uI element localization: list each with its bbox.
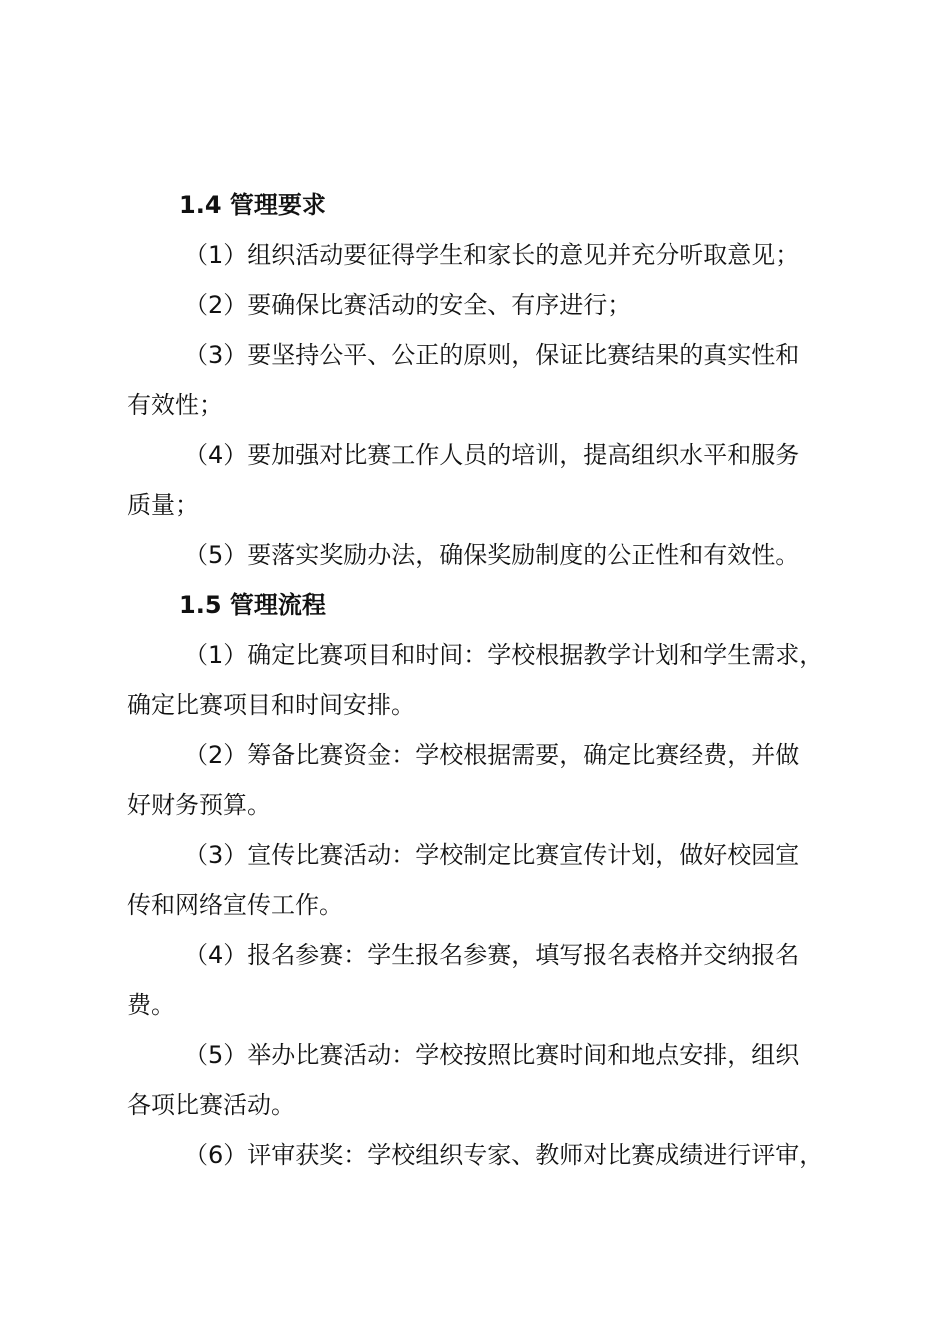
list-item bbox=[127, 930, 837, 1030]
paragraph-line: （1）组织活动要征得学生和家长的意见并充分听取意见； bbox=[184, 241, 800, 269]
paragraph-line: 质量； bbox=[127, 491, 199, 519]
paragraph-line: （5）要落实奖励办法，确保奖励制度的公正性和有效性。 bbox=[184, 541, 800, 569]
paragraph-line: （4）要加强对比赛工作人员的培训，提高组织水平和服务 bbox=[184, 441, 800, 469]
section-heading-1-4: 1.4 管理要求 bbox=[179, 191, 326, 219]
list-item bbox=[127, 730, 837, 830]
document-body bbox=[127, 180, 837, 1180]
paragraph-line: 传和网络宣传工作。 bbox=[127, 891, 343, 919]
paragraph-line: 确定比赛项目和时间安排。 bbox=[127, 691, 415, 719]
list-item bbox=[127, 230, 837, 280]
paragraph-line: （3）宣传比赛活动：学校制定比赛宣传计划，做好校园宣 bbox=[184, 841, 800, 869]
paragraph-line: 费。 bbox=[127, 991, 175, 1019]
paragraph-line: 有效性； bbox=[127, 391, 223, 419]
list-item bbox=[127, 1030, 837, 1130]
paragraph-line: （2）筹备比赛资金：学校根据需要，确定比赛经费，并做 bbox=[184, 741, 800, 769]
list-item bbox=[127, 280, 837, 330]
list-item bbox=[127, 630, 837, 730]
paragraph-line: （3）要坚持公平、公正的原则，保证比赛结果的真实性和 bbox=[184, 341, 800, 369]
paragraph-line: 好财务预算。 bbox=[127, 791, 271, 819]
paragraph-line: （2）要确保比赛活动的安全、有序进行； bbox=[184, 291, 632, 319]
paragraph-line: （4）报名参赛：学生报名参赛，填写报名表格并交纳报名 bbox=[184, 941, 800, 969]
section-heading-1-5: 1.5 管理流程 bbox=[179, 591, 326, 619]
list-item bbox=[127, 530, 837, 580]
paragraph-line: 各项比赛活动。 bbox=[127, 1091, 295, 1119]
list-item bbox=[127, 330, 837, 430]
paragraph-line: （1）确定比赛项目和时间：学校根据教学计划和学生需求， bbox=[184, 641, 824, 669]
list-item bbox=[127, 830, 837, 930]
paragraph-line: （6）评审获奖：学校组织专家、教师对比赛成绩进行评审， bbox=[184, 1141, 824, 1169]
list-item bbox=[127, 1130, 837, 1180]
paragraph-line: （5）举办比赛活动：学校按照比赛时间和地点安排，组织 bbox=[184, 1041, 800, 1069]
list-item bbox=[127, 430, 837, 530]
